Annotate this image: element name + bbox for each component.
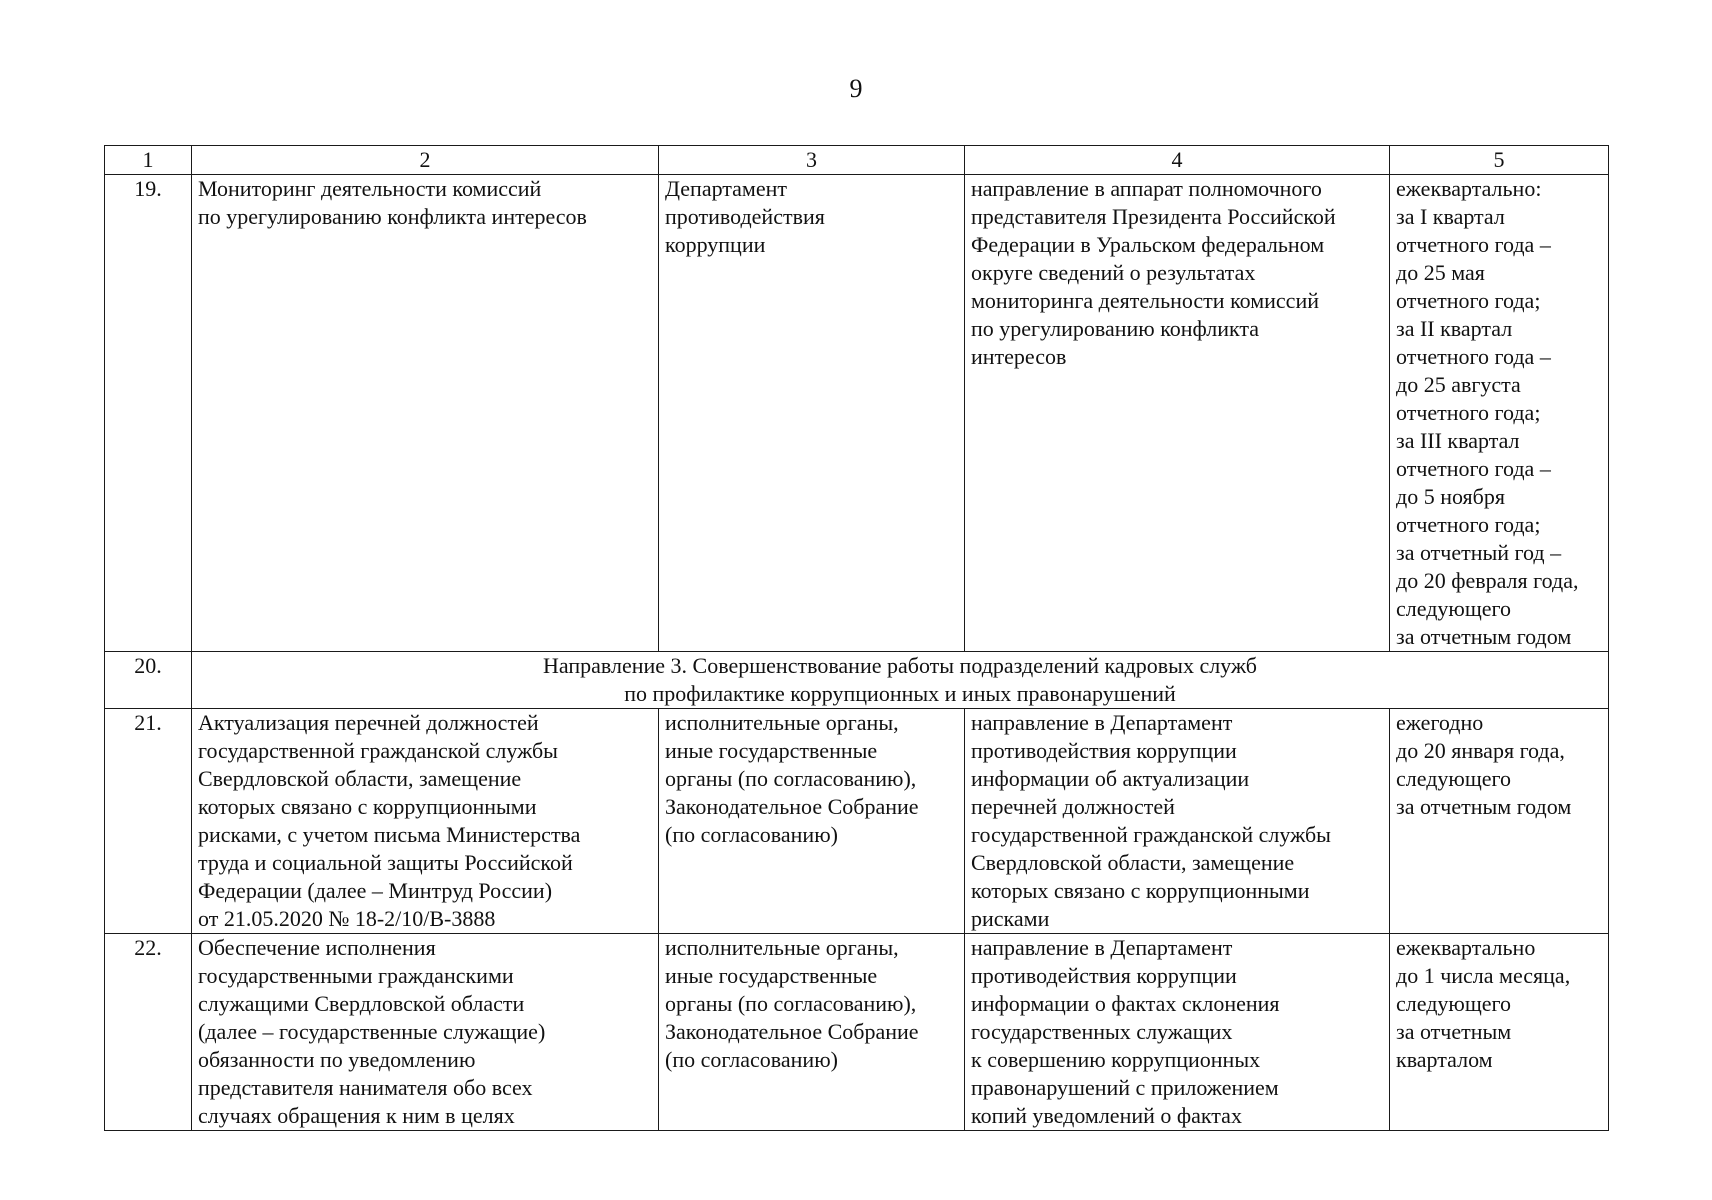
section-title-cell: Направление 3. Совершенствование работы подразделений кадровых служб по профилактике коррупционных и иных правонарушений (192, 652, 1609, 709)
column-header: 5 (1390, 146, 1609, 175)
measures-table (104, 145, 1609, 1131)
table-header-row (105, 146, 1609, 175)
table-row-22 (105, 934, 1609, 1131)
result-cell: направление в Департамент противодействия коррупции информации о фактах склонения государственных служащих к совершению коррупционных правонарушений с приложением копий уведомлений о фактах (965, 934, 1390, 1131)
column-header: 4 (965, 146, 1390, 175)
table-row-20-section (105, 652, 1609, 709)
deadline-cell: ежеквартально: за I квартал отчетного года – до 25 мая отчетного года; за II квартал отчетного года – до 25 августа отчетного года; за III квартал отчетного года – до 5 ноября отчетного года; за отчетный год – до 20 февраля года, следующего за отчетным годом (1390, 175, 1609, 652)
column-header: 2 (192, 146, 659, 175)
row-number: 20. (105, 652, 192, 709)
table-row-19 (105, 175, 1609, 652)
column-header: 3 (659, 146, 965, 175)
deadline-cell: ежегодно до 20 января года, следующего за отчетным годом (1390, 709, 1609, 934)
responsible-cell: Департамент противодействия коррупции (659, 175, 965, 652)
row-number: 22. (105, 934, 192, 1131)
deadline-cell: ежеквартально до 1 числа месяца, следующего за отчетным кварталом (1390, 934, 1609, 1131)
page-number: 9 (849, 74, 863, 103)
activity-cell: Актуализация перечней должностей государственной гражданской службы Свердловской области, замещение которых связано с коррупционными рисками, с учетом письма Министерства труда и социальной защиты Российской Федерации (далее – Минтруд России) от 21.05.2020 № 18-2/10/В-3888 (192, 709, 659, 934)
responsible-cell: исполнительные органы, иные государственные органы (по согласованию), Законодательное Собрание (по согласованию) (659, 709, 965, 934)
responsible-cell: исполнительные органы, иные государственные органы (по согласованию), Законодательное Собрание (по согласованию) (659, 934, 965, 1131)
row-number: 21. (105, 709, 192, 934)
column-header: 1 (105, 146, 192, 175)
row-number: 19. (105, 175, 192, 652)
activity-cell: Мониторинг деятельности комиссий по урегулированию конфликта интересов (192, 175, 659, 652)
activity-cell: Обеспечение исполнения государственными гражданскими служащими Свердловской области (далее – государственные служащие) обязанности по уведомлению представителя нанимателя обо всех случаях обращения к ним в целях (192, 934, 659, 1131)
table-row-21 (105, 709, 1609, 934)
result-cell: направление в аппарат полномочного представителя Президента Российской Федерации в Уральском федеральном округе сведений о результатах мониторинга деятельности комиссий по урегулированию конфликта интересов (965, 175, 1390, 652)
result-cell: направление в Департамент противодействия коррупции информации об актуализации перечней должностей государственной гражданской службы Свердловской области, замещение которых связано с коррупционными рисками (965, 709, 1390, 934)
